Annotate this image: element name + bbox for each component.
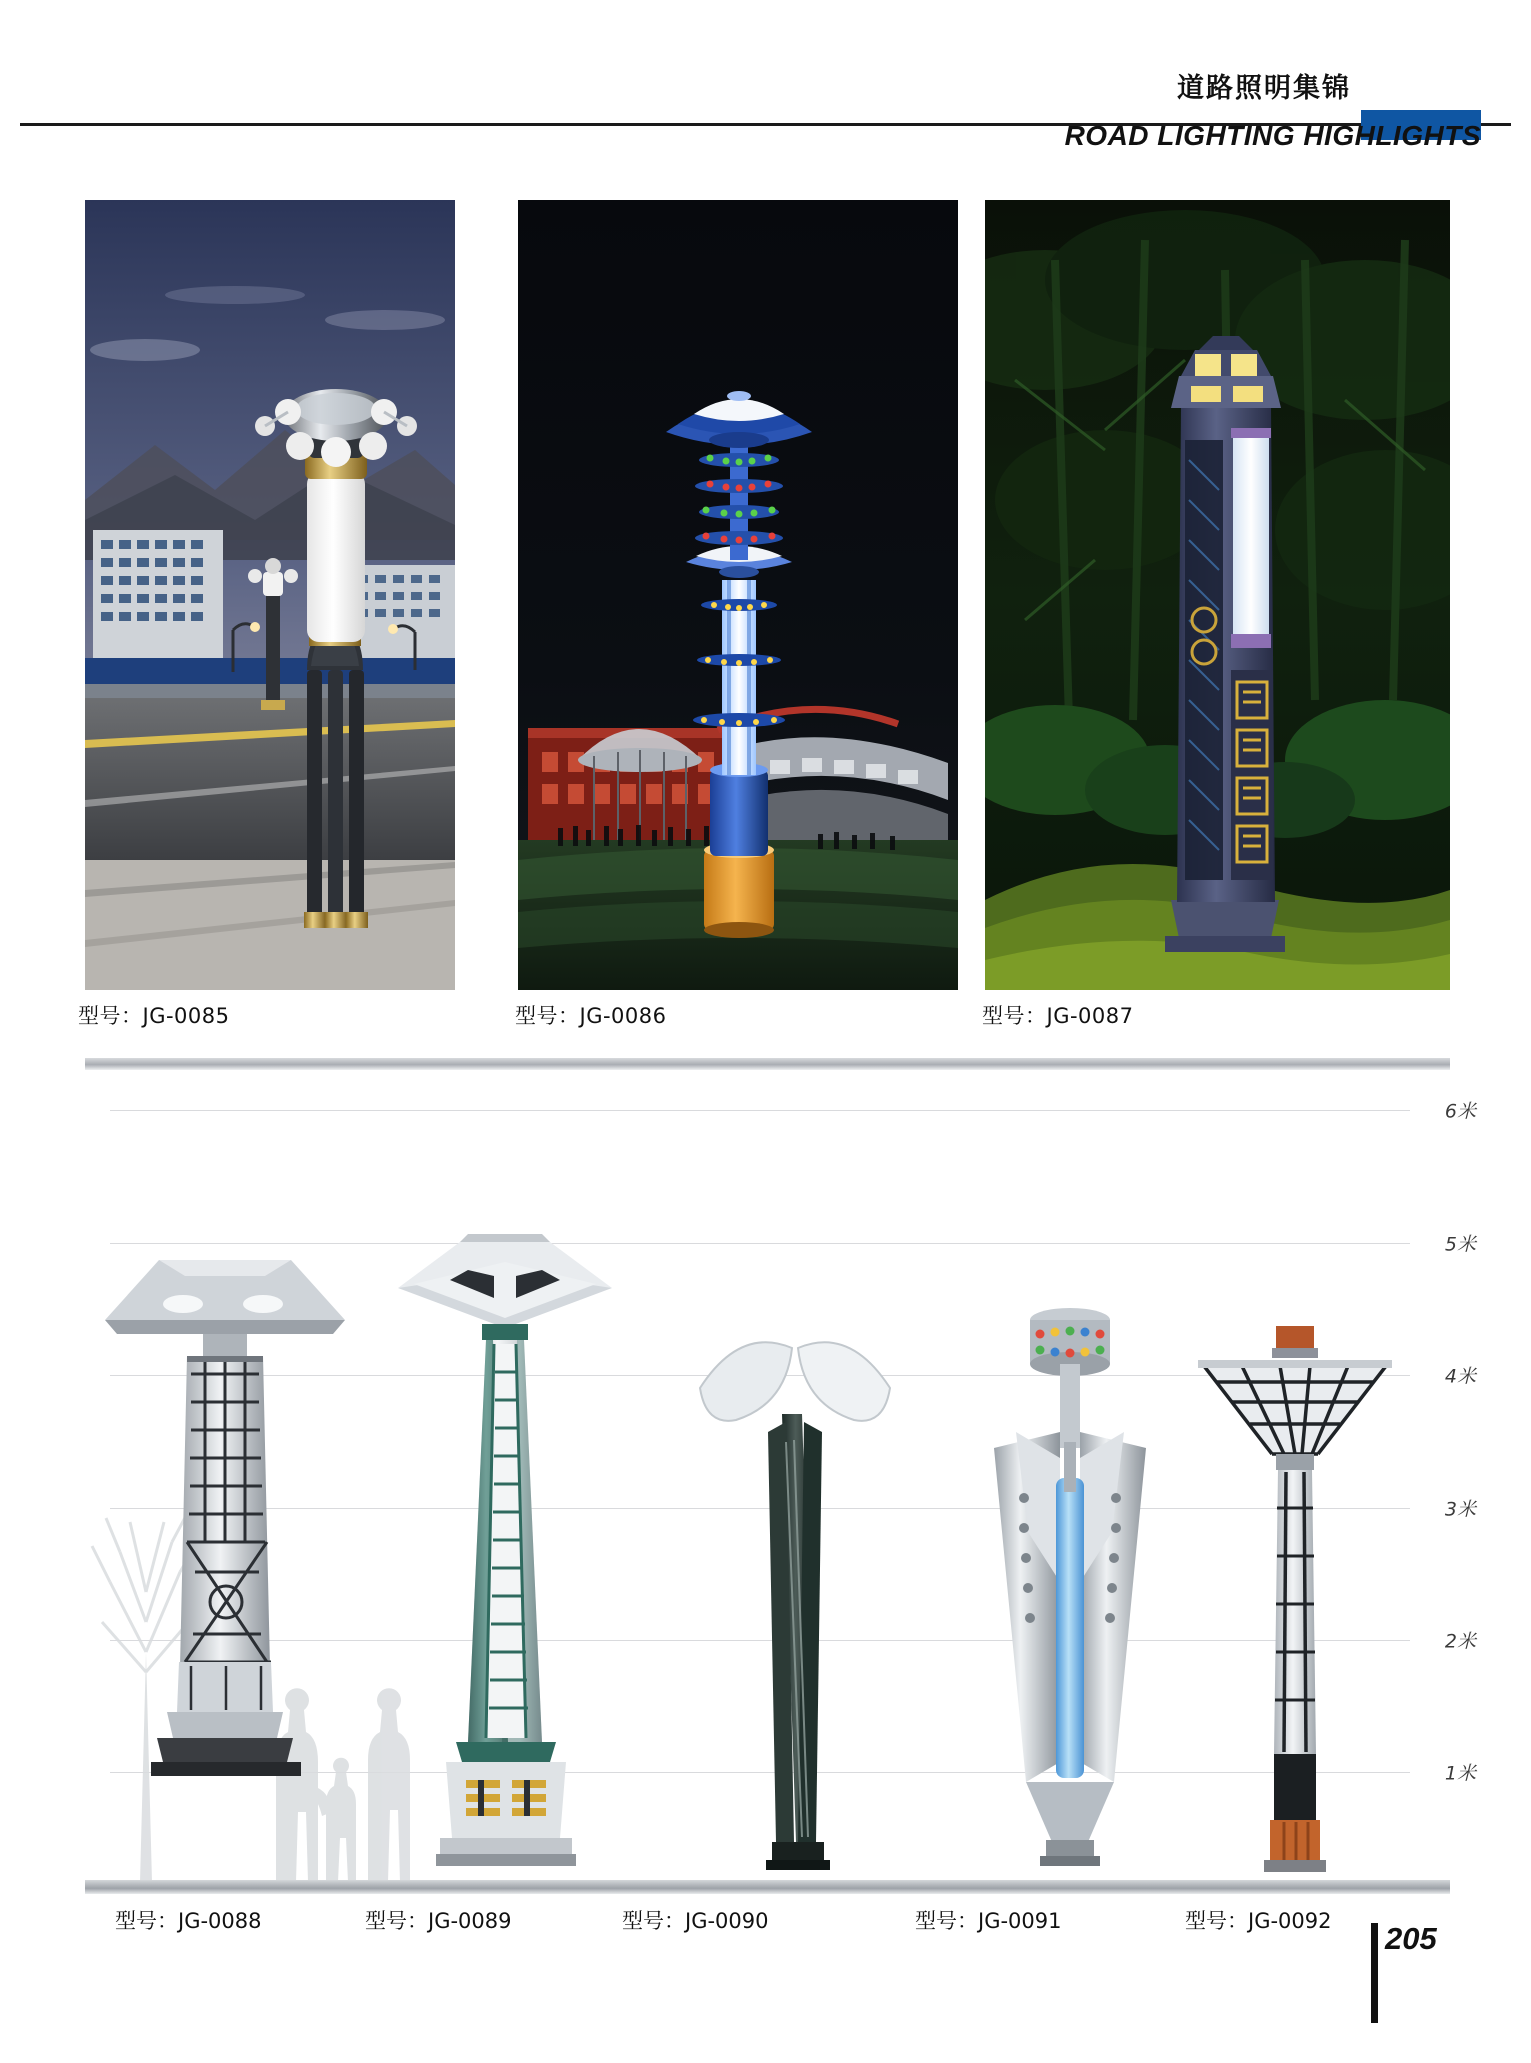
product-photo-jg-0085 (85, 200, 455, 990)
scale-label-2m: 2米 (1444, 1630, 1476, 1653)
section-divider (85, 1058, 1450, 1070)
caption-jg-0086: 型号：JG-0086 (515, 1004, 667, 1028)
scale-drawing-area (0, 1080, 1531, 1900)
jg-0087-illustration (985, 200, 1450, 990)
jg-0086-illustration (518, 200, 958, 990)
caption-jg-0088: 型号：JG-0088 (115, 1909, 262, 1933)
jg-0085-illustration (85, 200, 455, 990)
caption-jg-0087: 型号：JG-0087 (982, 1004, 1134, 1028)
product-photo-jg-0086 (518, 200, 958, 990)
product-drawing-jg-0088 (95, 1242, 355, 1882)
caption-jg-0092: 型号：JG-0092 (1185, 1909, 1332, 1933)
scale-label-1m: 1米 (1444, 1762, 1476, 1785)
caption-jg-0089: 型号：JG-0089 (365, 1909, 512, 1933)
product-photo-jg-0087 (985, 200, 1450, 990)
scale-label-4m: 4米 (1444, 1365, 1476, 1388)
scale-label-5m: 5米 (1444, 1233, 1476, 1256)
product-drawing-jg-0090 (690, 1322, 900, 1882)
page-header (0, 0, 1531, 175)
product-drawing-jg-0089 (390, 1232, 620, 1882)
product-drawing-jg-0092 (1180, 1322, 1410, 1882)
scale-label-6m: 6米 (1444, 1100, 1476, 1123)
product-drawing-jg-0091 (960, 1282, 1180, 1882)
caption-jg-0091: 型号：JG-0091 (915, 1909, 1062, 1933)
top-product-row (0, 200, 1531, 1028)
caption-jg-0090: 型号：JG-0090 (622, 1909, 769, 1933)
header-title-english: ROAD LIGHTING HIGHLIGHTS (1064, 120, 1481, 151)
caption-jg-0085: 型号：JG-0085 (78, 1004, 230, 1028)
page-number: 205 (1385, 1921, 1437, 1956)
page-number-rule (1371, 1923, 1378, 2023)
header-title-chinese: 道路照明集锦 (1177, 73, 1351, 104)
gridline-6m (110, 1110, 1410, 1111)
scale-label-3m: 3米 (1444, 1498, 1476, 1521)
ground-baseline (85, 1880, 1450, 1894)
page-number-block (1371, 1923, 1481, 2023)
